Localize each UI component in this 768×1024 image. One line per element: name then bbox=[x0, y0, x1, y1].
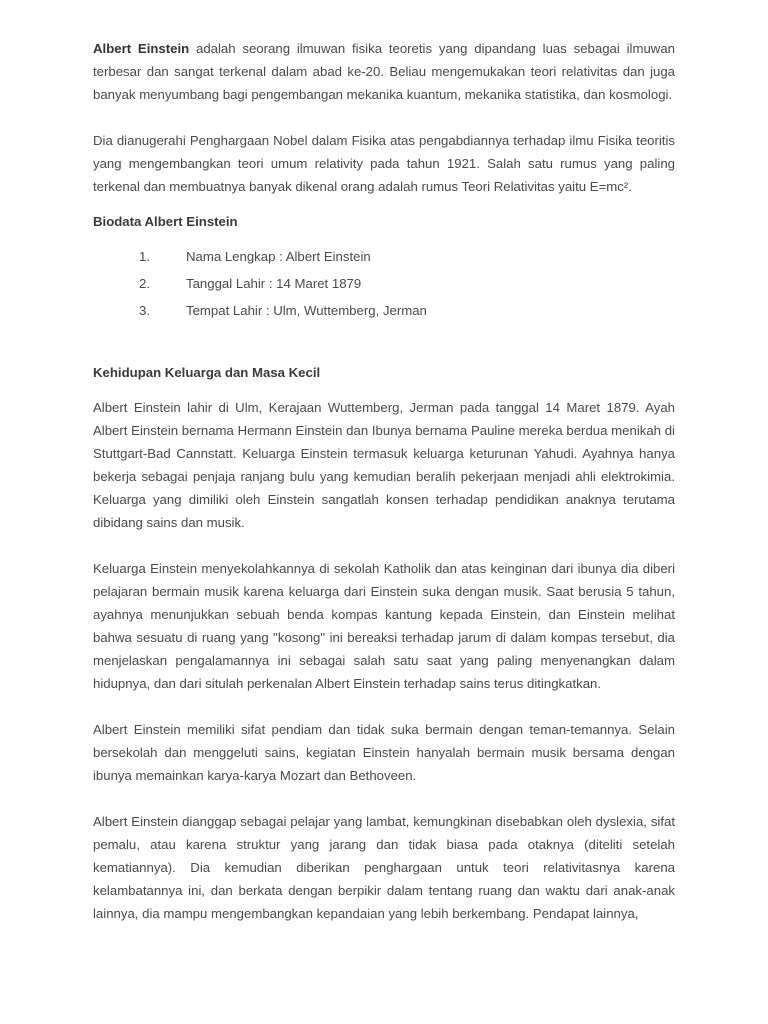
body-paragraph-learning: Albert Einstein dianggap sebagai pelajar yang lambat, kemungkinan disebabkan oleh dyslexia, sifat pemalu, atau karena struktur yang jarang dan tidak biasa pada otaknya (diteliti setelah kematiannya). Dia kemudian diberikan penghargaan untuk teori relativitasnya karena kelambatannya ini, dan berkata dengan berpikir dalam tentang ruang dan waktu dari anak-anak lainnya, dia mampu mengembangkan kepandaian yang lebih berkembang. Pendapat lainnya, bbox=[93, 814, 675, 921]
intro-text: adalah seorang ilmuwan fisika teoretis yang dipandang luas sebagai ilmuwan terbesar dan sangat terkenal dalam abad ke-20. Beliau mengemukakan teori relativitas dan juga banyak menyumbang bagi pengembangan mekanika kuantum, mekanika statistika, dan kosmologi. bbox=[93, 41, 675, 102]
body-paragraph-personality: Albert Einstein memiliki sifat pendiam dan tidak suka bermain dengan teman-temannya. Selain bersekolah dan menggeluti sains, kegiatan Einstein hanyalah bermain musik bersama dengan ibunya memainkan karya-karya Mozart dan Bethoveen. bbox=[93, 722, 675, 783]
list-item-number: 2. bbox=[139, 276, 150, 291]
section-heading: Kehidupan Keluarga dan Masa Kecil bbox=[93, 365, 321, 380]
intro-paragraph bbox=[93, 37, 675, 106]
intro-lead-name: Albert Einstein bbox=[93, 41, 190, 56]
list-item-text: Tempat Lahir : Ulm, Wuttemberg, Jerman bbox=[186, 303, 427, 318]
list-item-text: Nama Lengkap : Albert Einstein bbox=[186, 249, 371, 264]
list-item-number: 3. bbox=[139, 303, 150, 318]
biodata-heading: Biodata Albert Einstein bbox=[93, 214, 238, 229]
list-item-text: Tanggal Lahir : 14 Maret 1879 bbox=[186, 276, 362, 291]
nobel-paragraph: Dia dianugerahi Penghargaan Nobel dalam Fisika atas pengabdiannya terhadap ilmu Fisika teoritis yang mengembangkan teori umum relativity pada tahun 1921. Salah satu rumus yang paling terkenal dan membuatnya banyak dikenal orang adalah rumus Teori Relativitas yaitu E=mc². bbox=[93, 133, 675, 194]
list-item bbox=[93, 299, 675, 322]
document-page bbox=[93, 37, 675, 925]
body-paragraph-family: Albert Einstein lahir di Ulm, Kerajaan Wuttemberg, Jerman pada tanggal 14 Maret 1879. Ayah Albert Einstein bernama Hermann Einstein dan Ibunya bernama Pauline mereka berdua menikah di Stuttgart-Bad Cannstatt. Keluarga Einstein termasuk keluarga keturunan Yahudi. Ayahnya hanya bekerja sebagai penjaja ranjang bulu yang kemudian beralih pekerjaan menjadi ahli elektrokimia. Keluarga yang dimiliki oleh Einstein sangatlah konsen terhadap pendidikan anaknya terutama dibidang sains dan musik. bbox=[93, 400, 675, 530]
list-item-number: 1. bbox=[139, 249, 150, 264]
body-paragraph-school: Keluarga Einstein menyekolahkannya di sekolah Katholik dan atas keinginan dari ibunya dia diberi pelajaran bermain musik karena keluarga dari Einstein suka dengan musik. Saat berusia 5 tahun, ayahnya menunjukkan sebuah benda kompas kantung kepada Einstein, dan Einstein melihat bahwa sesuatu di ruang yang "kosong" ini bereaksi terhadap jarum di dalam kompas tersebut, dia menjelaskan pengalamannya ini sebagai salah satu saat yang paling menyenangkan dalam hidupnya, dan dari situlah perkenalan Albert Einstein terhadap sains terus ditingkatkan. bbox=[93, 561, 675, 691]
list-item bbox=[93, 272, 675, 295]
list-item bbox=[93, 245, 675, 268]
biodata-list bbox=[93, 245, 675, 322]
